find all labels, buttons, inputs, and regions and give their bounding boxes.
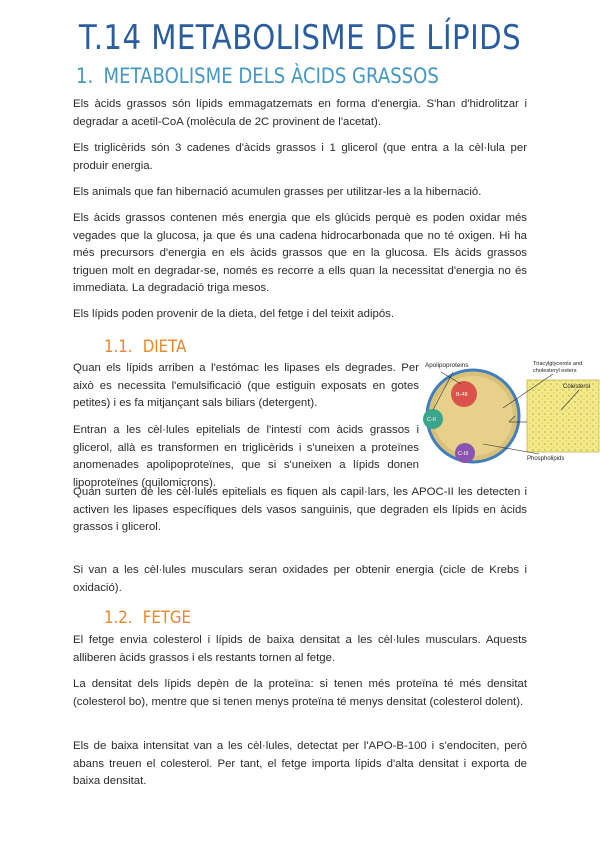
- paragraph: Entran a les cèl·lules epitelials de l'intestí com àcids grassos i glicerol, allà es transformen en triglicèrids i s'uneixen a proteïnes anomenades apolipoproteïnes, que si s'uneixen a lípids donen lipoproteïnes (quilomicrons).: [73, 424, 419, 489]
- paragraph: Els àcids grassos són lípids emmagatzemats en forma d'energia. S'han d'hidrolitzar i degradar a acetil-CoA (molècula de 2C provinent de l'acetat).: [73, 98, 527, 128]
- paragraph: Els triglicèrids són 3 cadenes d'àcids grassos i 1 glicerol (que entra a la cèl·lula per produir energia.: [73, 142, 527, 172]
- paragraph: Quan surten de les cèl·lules epitelials es fiquen als capil·lars, les APOC-II les detecten i activen les lipases específiques dels vasos sanguinis, que degraden els lípids en àcids grassos i glicerol.: [73, 486, 527, 533]
- section-1-2-title: FETGE: [142, 608, 191, 628]
- paragraph: Si van a les cèl·lules musculars seran oxidades per obtenir energia (cicle de Krebs i oxidació).: [73, 564, 527, 594]
- section-1-2-heading: [104, 608, 191, 628]
- paragraph: Els de baixa intensitat van a les cèl·lules, detectat per l'APO-B-100 i s'endociten, però abans treuen el colesterol. Per tant, el fetge importa lípids d'alta densitat i exporta de baixa densitat.: [73, 740, 527, 787]
- label-b48: B-48: [456, 392, 468, 398]
- section-1-1-title: DIETA: [142, 337, 187, 357]
- section-1-number: 1.: [76, 64, 94, 88]
- paragraph: Els animals que fan hibernació acumulen grasses per utilitzar-les a la hibernació.: [73, 186, 482, 198]
- section-1-2-number: 1.2.: [104, 608, 133, 628]
- chylomicron-diagram: [423, 358, 600, 468]
- paragraph: El fetge envia colesterol i lípids de baixa densitat a les cèl·lules musculars. Aquests alliberen àcids grassos i els restants tornen al fetge.: [73, 634, 527, 664]
- paragraph: Els lípids poden provenir de la dieta, del fetge i del teixit adipós.: [73, 308, 395, 320]
- label-ciii: C-III: [458, 451, 469, 457]
- section-1-1-number: 1.1.: [104, 337, 133, 357]
- label-colesterol: Colesterol: [563, 384, 591, 390]
- paragraph: La densitat dels lípids depèn de la proteïna: si tenen més proteïna té més densitat (colesterol bo), mentre que si tenen menys proteïna té menys densitat (colesterol dolent).: [73, 678, 527, 708]
- paragraph: Quan els lípids arriben a l'estómac les lipases els degrades. Per això es necessita l'emulsificació (que estiguin exposats en gotes petites) i es fa mitjançant sals biliars (detergent).: [73, 362, 419, 409]
- label-apolipoproteins: Apolipoproteins: [425, 362, 469, 369]
- page-title: T.14 METABOLISME DE LÍPIDS: [78, 18, 522, 58]
- section-1-heading: [76, 64, 439, 88]
- label-cii: C-II: [427, 417, 436, 423]
- label-cholesteryl-esters: cholesteryl esters: [533, 368, 577, 374]
- label-phospholipids: Phospholipids: [527, 456, 565, 462]
- section-1-1-heading: [104, 337, 186, 357]
- lipoprotein-figure: [423, 358, 600, 468]
- lipid-core-zoom-icon: [527, 380, 599, 452]
- label-triacylglycerols: Triacylglycerols and: [533, 361, 583, 367]
- paragraph: Els àcids grassos contenen més energia que els glúcids perquè es poden oxidar més vegades que la glucosa, ja que és una cadena hidrocarbonada que no té oxigen. Hi ha més precursors d'energia en els àcids grassos que en la glucosa. Els àcids grassos triguen molt en degradar-se, només es recorre a ells quan la necessitat d'energia no és immediata. La degradació triga mesos.: [73, 212, 527, 294]
- section-1-title: METABOLISME DELS ÀCIDS GRASSOS: [103, 64, 439, 88]
